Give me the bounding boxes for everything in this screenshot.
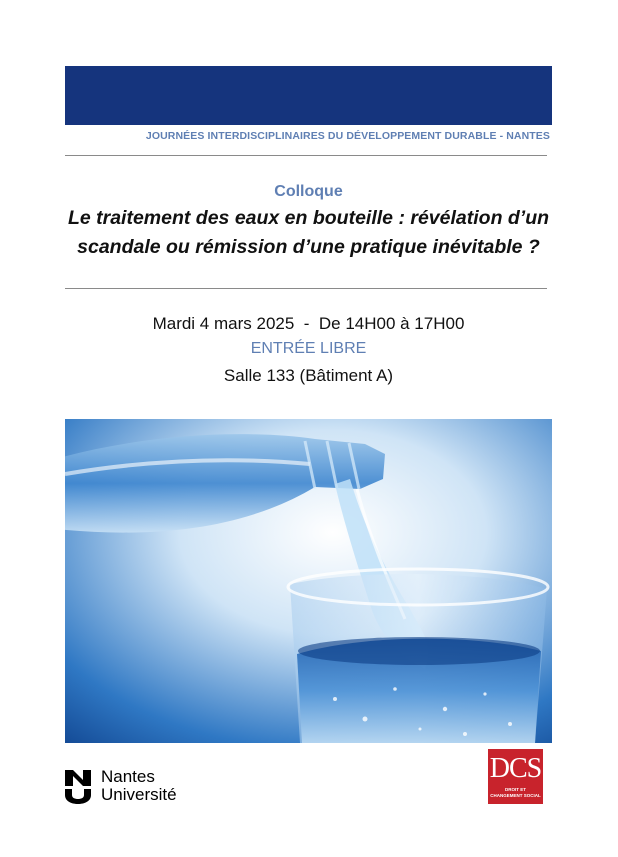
dcs-tagline	[490, 787, 541, 798]
event-series-label: JOURNÉES INTERDISCIPLINAIRES DU DÉVELOPPEMENT DURABLE - NANTES	[145, 130, 550, 142]
dcs-tagline-line-2: CHANGEMENT SOCIAL	[490, 792, 541, 798]
divider-top	[65, 155, 547, 156]
event-entry: ENTRÉE LIBRE	[250, 340, 367, 357]
divider-bottom	[65, 288, 547, 289]
event-title-line-1: Le traitement des eaux en bouteille : révélation d’un	[67, 207, 550, 229]
event-title-line-2: scandale ou rémission d’une pratique inévitable ?	[77, 236, 540, 258]
nantes-universite-logo	[65, 768, 205, 808]
event-place: Salle 133 (Bâtiment A)	[223, 366, 394, 385]
dcs-tagline-line-1: DROIT ET	[505, 787, 526, 792]
event-kind: Colloque	[274, 183, 343, 200]
university-name-line-1: Nantes	[101, 767, 155, 786]
nantes-universite-mark-icon	[65, 770, 91, 804]
event-datetime: Mardi 4 mars 2025 - De 14H00 à 17H00	[152, 314, 465, 333]
event-title	[60, 204, 557, 262]
nantes-universite-wordmark	[101, 768, 177, 804]
dcs-logo	[488, 749, 543, 804]
header-banner	[65, 66, 552, 125]
water-pouring-photo	[65, 419, 552, 743]
dcs-letters: DCS	[489, 753, 542, 784]
university-name-line-2: Université	[101, 785, 177, 804]
